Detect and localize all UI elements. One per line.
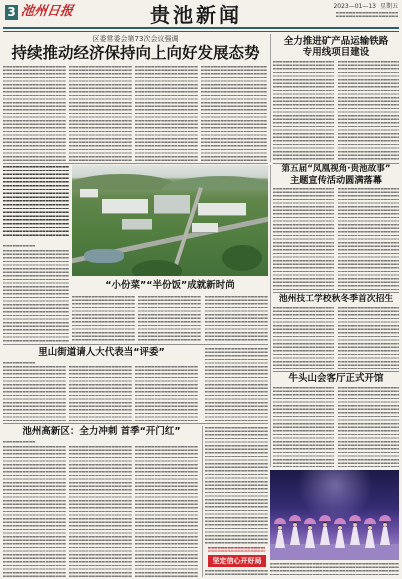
issue-date bbox=[333, 4, 398, 10]
niutoushan-body-col-2 bbox=[338, 387, 399, 467]
gaoxin-body-col-2 bbox=[69, 446, 132, 577]
portion-body-col-3 bbox=[138, 296, 201, 342]
byline-text bbox=[3, 245, 35, 247]
industrial-park-photo bbox=[72, 165, 268, 276]
portion-body-col-4 bbox=[205, 296, 268, 342]
stage-photo-caption bbox=[270, 563, 399, 577]
factory-building bbox=[198, 203, 246, 215]
gaoxin-headline: 池州高新区：全力冲刺 首季“开门红” bbox=[22, 426, 181, 437]
railway-headline-line2: 专用线项目建设 bbox=[302, 47, 370, 58]
factory-building bbox=[192, 223, 218, 232]
factory-building bbox=[102, 199, 148, 213]
stage-light bbox=[295, 470, 375, 520]
red-banner: 坚定信心开好局 bbox=[208, 555, 266, 567]
section-divider bbox=[273, 371, 399, 372]
performer-figure bbox=[304, 518, 316, 548]
fenghuang-body-col-1 bbox=[273, 188, 334, 290]
lead-body-col-1 bbox=[3, 66, 66, 161]
fenghuang-headline-line1: 第五届“凤凰视角·贵池故事” bbox=[281, 164, 391, 174]
lead-body-col-3 bbox=[135, 66, 198, 161]
portion-headline: “小份菜”“半份饭”成就新时尚 bbox=[105, 280, 235, 291]
railway-headline-line1: 全力推进矿产品运输铁路 bbox=[283, 36, 389, 47]
page-number: 3 bbox=[5, 5, 18, 20]
column-divider bbox=[270, 34, 271, 162]
section-divider bbox=[3, 163, 268, 164]
gaoxin-body-col-4 bbox=[205, 427, 268, 545]
school-body-col-1 bbox=[273, 307, 334, 369]
lead-headline: 持续推动经济保持向上向好发展态势 bbox=[11, 44, 260, 62]
section-title: 贵池新闻 bbox=[150, 3, 242, 27]
section-divider bbox=[273, 292, 399, 293]
railway-body-col-1 bbox=[273, 61, 334, 161]
lead-body-col-4 bbox=[201, 66, 267, 161]
masthead-rule-thin bbox=[3, 31, 399, 32]
portion-body-col-1 bbox=[3, 250, 69, 342]
date-text: 2023—01—13 bbox=[333, 3, 376, 10]
section-divider bbox=[273, 163, 399, 164]
performer-figure bbox=[334, 518, 346, 548]
masthead-rule bbox=[3, 27, 399, 29]
fenghuang-body-col-2 bbox=[338, 188, 399, 290]
column-divider bbox=[202, 426, 203, 577]
section-divider bbox=[3, 344, 268, 345]
byline-text bbox=[3, 362, 35, 364]
photo-trees bbox=[132, 260, 182, 276]
gaoxin-body-tail bbox=[205, 570, 268, 577]
red-subheading-text bbox=[208, 547, 265, 553]
lead-kicker: 区委常委会第73次会议强调 bbox=[92, 35, 179, 43]
factory-building bbox=[80, 189, 98, 197]
photo-hill bbox=[162, 176, 268, 190]
photo-pond bbox=[84, 249, 124, 263]
lishan-body-col-2 bbox=[69, 366, 132, 421]
photo-caption-text bbox=[3, 166, 69, 236]
editor-credit-text bbox=[336, 12, 398, 17]
lishan-body-col-1 bbox=[3, 366, 66, 421]
school-body-col-2 bbox=[338, 307, 399, 369]
performer-figure bbox=[274, 518, 286, 548]
performer-figure bbox=[379, 515, 391, 545]
performer-figure bbox=[289, 515, 301, 545]
byline-text bbox=[3, 441, 35, 443]
lishan-body-col-4 bbox=[205, 348, 268, 421]
niutoushan-headline: 牛头山会客厅正式开馆 bbox=[288, 373, 384, 384]
lishan-body-col-3 bbox=[135, 366, 198, 421]
photo-trees bbox=[222, 245, 262, 271]
lishan-headline: 里山街道请人大代表当“评委” bbox=[38, 347, 165, 358]
lead-body-col-2 bbox=[69, 66, 132, 161]
performer-figure bbox=[364, 518, 376, 548]
gaoxin-body-col-3 bbox=[135, 446, 198, 577]
factory-building bbox=[154, 195, 190, 213]
gaoxin-body-col-1 bbox=[3, 446, 66, 577]
stage-performance-photo bbox=[270, 470, 399, 560]
niutoushan-body-col-1 bbox=[273, 387, 334, 467]
performer-figure bbox=[319, 515, 331, 545]
column-divider bbox=[270, 165, 271, 467]
weekday-text: 星期五 bbox=[379, 3, 398, 10]
performer-figure bbox=[349, 515, 361, 545]
school-headline: 池州技工学校秋冬季首次招生 bbox=[278, 294, 394, 304]
factory-building bbox=[122, 219, 152, 229]
newspaper-logo: 池州日报 bbox=[19, 4, 75, 19]
section-divider bbox=[3, 423, 268, 424]
fenghuang-headline-line2: 主题宣传活动圆满落幕 bbox=[290, 175, 382, 186]
railway-body-col-2 bbox=[338, 61, 399, 161]
portion-body-col-2 bbox=[72, 296, 135, 342]
